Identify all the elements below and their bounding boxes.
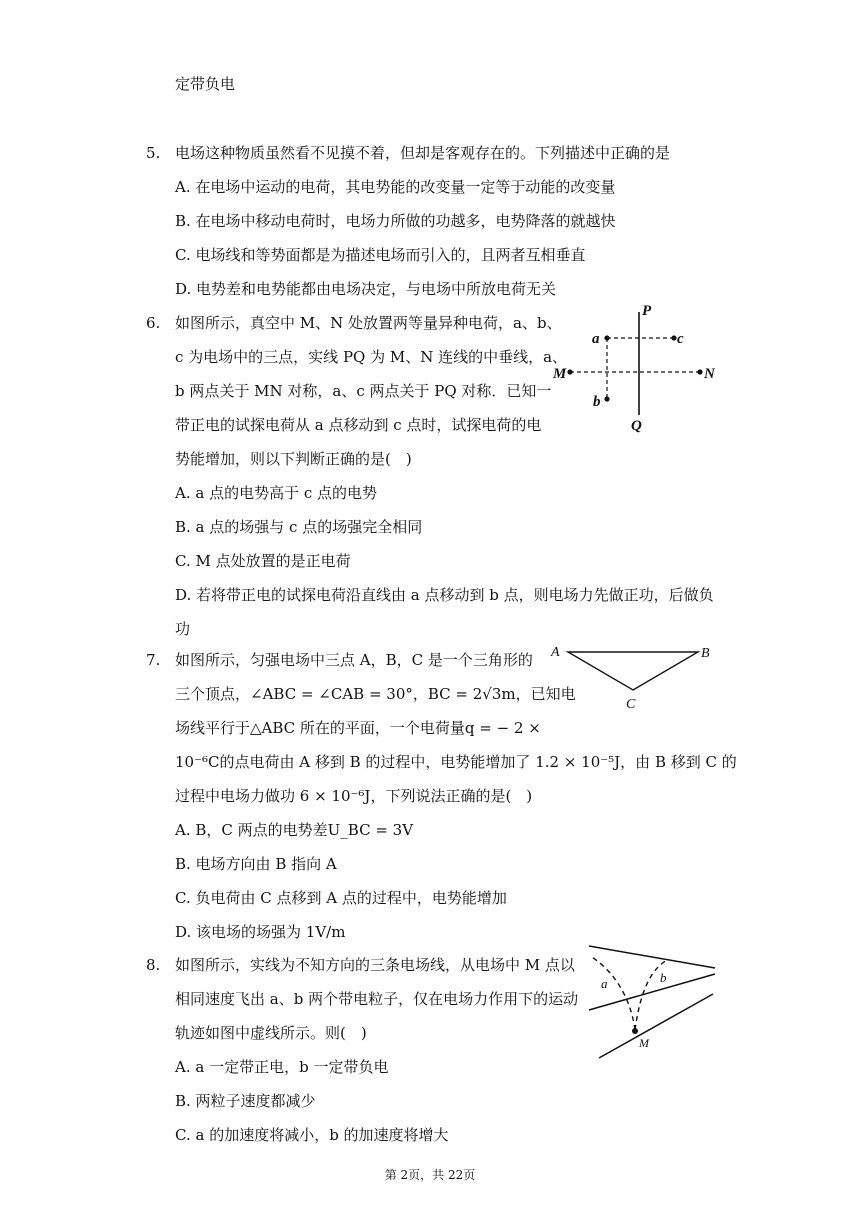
field-line-bottom xyxy=(599,994,713,1058)
question-6-stem-line-4: 带正电的试探电荷从 a 点移动到 c 点时，试探电荷的电 xyxy=(175,416,542,434)
question-7-option-b: B. 电场方向由 B 指向 A xyxy=(175,855,337,873)
point-n-dot xyxy=(697,369,702,374)
question-8-stem-line-1: 如图所示，实线为不知方向的三条电场线，从电场中 M 点以 xyxy=(175,956,575,974)
question-6-option-a: A. a 点的电势高于 c 点的电势 xyxy=(175,484,378,502)
label-m: M xyxy=(553,366,567,382)
question-6-stem-line-1: 如图所示，真空中 M、N 处放置两等量异种电荷，a、b、 xyxy=(175,314,562,332)
question-5-option-d: D. 电势差和电势能都由电场决定，与电场中所放电荷无关 xyxy=(175,280,557,298)
question-7-stem-line-3: 场线平行于△ABC 所在的平面，一个电荷量q = − 2 × xyxy=(175,719,541,737)
label-trajectory-a: a xyxy=(601,976,608,991)
question-8-option-c: C. a 的加速度将减小，b 的加速度将增大 xyxy=(175,1126,449,1144)
question-6-stem-line-2: c 为电场中的三点，实线 PQ 为 M、N 连线的中垂线，a、 xyxy=(175,348,568,366)
question-6-option-d: D. 若将带正电的试探电荷沿直线由 a 点移动到 b 点，则电场力先做正功，后做负 xyxy=(175,586,714,604)
point-a-dot xyxy=(604,335,609,340)
label-q: Q xyxy=(631,418,642,434)
question-5-option-b: B. 在电场中移动电荷时，电场力所做的功越多，电势降落的就越快 xyxy=(175,212,616,230)
label-vertex-a: A xyxy=(551,645,560,660)
question-5-option-a: A. 在电场中运动的电荷，其电势能的改变量一定等于动能的改变量 xyxy=(175,178,616,196)
point-m-dot xyxy=(632,1028,638,1034)
question-6-number: 6. xyxy=(146,314,161,332)
field-line-middle xyxy=(589,974,715,1010)
question-6-figure xyxy=(550,300,730,435)
question-5-number: 5. xyxy=(146,144,161,162)
label-vertex-b: B xyxy=(701,646,710,661)
previous-question-tail: 定带负电 xyxy=(175,75,236,93)
point-c-dot xyxy=(671,335,676,340)
question-8-figure xyxy=(585,938,720,1068)
question-7-stem-line-1: 如图所示，匀强电场中三点 A，B，C 是一个三角形的 xyxy=(175,651,533,669)
label-c: c xyxy=(677,331,684,347)
question-7-option-d: D. 该电场的场强为 1V/m xyxy=(175,923,346,941)
question-6-stem-line-5: 势能增加，则以下判断正确的是( ) xyxy=(175,450,412,468)
question-8-number: 8. xyxy=(146,956,161,974)
point-m-dot xyxy=(567,369,572,374)
label-n: N xyxy=(704,366,715,382)
question-6-option-d-continued: 功 xyxy=(175,620,191,638)
question-6-stem-line-3: b 两点关于 MN 对称，a、c 两点关于 PQ 对称．已知一 xyxy=(175,382,552,400)
question-7-number: 7. xyxy=(146,651,161,669)
question-7-figure xyxy=(548,640,718,720)
question-6-option-b: B. a 点的场强与 c 点的场强完全相同 xyxy=(175,518,423,536)
question-8-stem-line-3: 轨迹如图中虚线所示。则( ) xyxy=(175,1024,367,1042)
question-7-option-a: A. B，C 两点的电势差U_BC = 3V xyxy=(175,821,414,839)
label-b: b xyxy=(593,394,601,410)
question-5-option-c: C. 电场线和等势面都是为描述电场而引入的，且两者互相垂直 xyxy=(175,246,586,264)
label-point-m: M xyxy=(639,1036,649,1050)
question-5-stem: 电场这种物质虽然看不见摸不着，但却是客观存在的。下列描述中正确的是 xyxy=(175,144,671,162)
field-line-top xyxy=(589,946,715,968)
label-vertex-c: C xyxy=(626,697,636,712)
triangle-abc xyxy=(568,652,698,690)
label-p: P xyxy=(642,303,652,319)
question-7-stem-line-4: 10⁻⁶C的点电荷由 A 移到 B 的过程中，电势能增加了 1.2 × 10⁻⁵J，由 B 移到 C 的 xyxy=(175,753,737,771)
page-footer: 第 2页，共 22页 xyxy=(384,1168,476,1182)
label-a: a xyxy=(592,331,600,347)
question-8-option-a: A. a 一定带正电，b 一定带负电 xyxy=(175,1058,389,1076)
question-8-option-b: B. 两粒子速度都减少 xyxy=(175,1092,316,1110)
trajectory-a xyxy=(590,956,635,1030)
question-7-stem-line-2: 三个顶点，∠ABC = ∠CAB = 30°，BC = 2√3m，已知电 xyxy=(175,685,576,703)
label-trajectory-b: b xyxy=(660,970,667,985)
point-b-dot xyxy=(604,396,609,401)
question-7-option-c: C. 负电荷由 C 点移到 A 点的过程中，电势能增加 xyxy=(175,889,507,907)
question-8-stem-line-2: 相同速度飞出 a、b 两个带电粒子，仅在电场力作用下的运动 xyxy=(175,990,579,1008)
question-6-option-c: C. M 点处放置的是正电荷 xyxy=(175,552,351,570)
question-7-stem-line-5: 过程中电场力做功 6 × 10⁻⁶J，下列说法正确的是( ) xyxy=(175,787,533,805)
